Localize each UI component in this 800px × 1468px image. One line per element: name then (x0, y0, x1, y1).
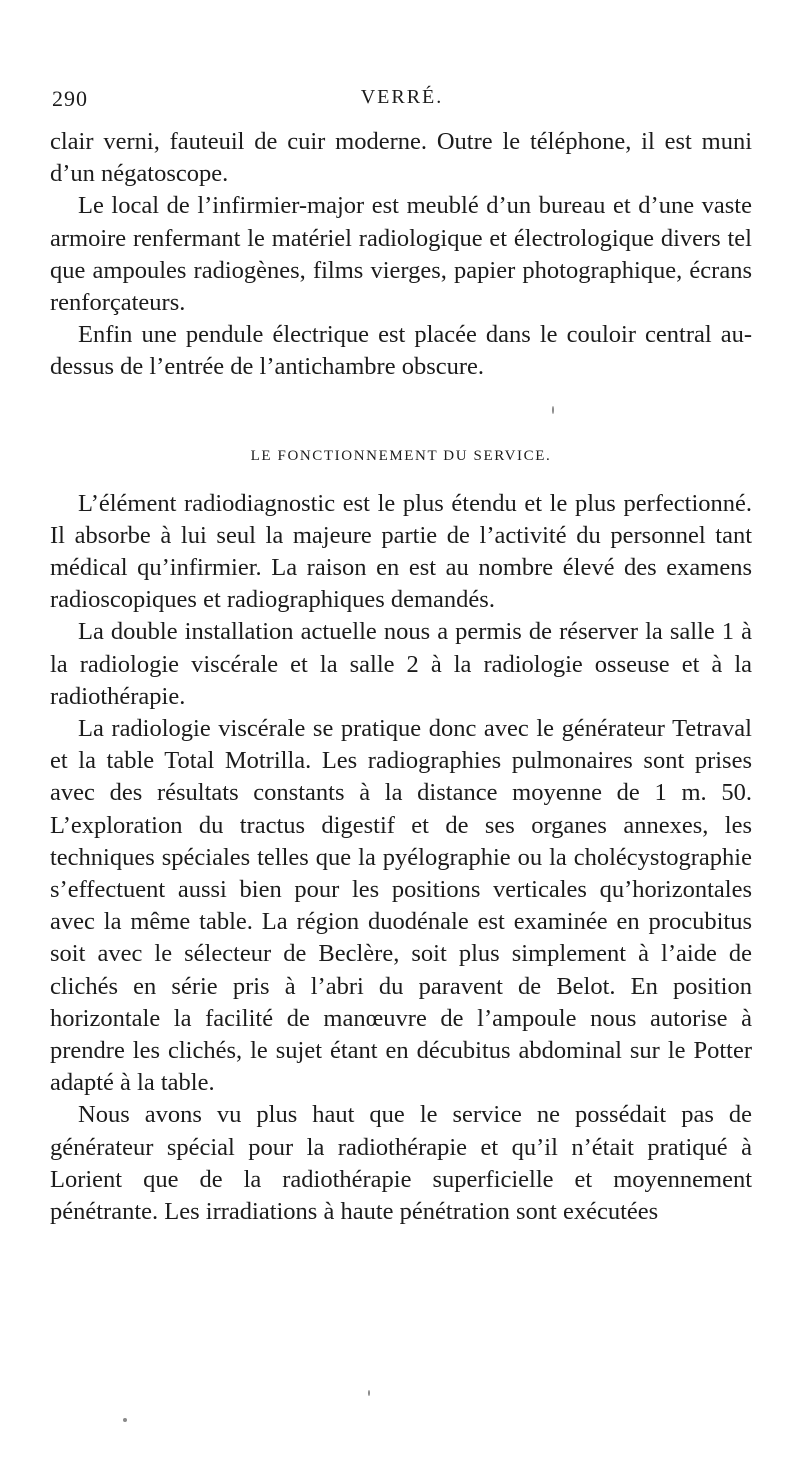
paragraph: La double installation actuelle nous a permis de réserver la salle 1 à la radiologie viscérale et la salle 2 à la radiologie osseuse et à la radiothérapie. (50, 618, 752, 710)
running-head: VERRÉ. (360, 86, 444, 108)
page-number: 290 (52, 86, 88, 111)
paper-speck (123, 1418, 127, 1422)
paragraph: L’élément radiodiagnostic est le plus étendu et le plus perfectionné. Il absorbe à lui seul la majeure partie de l’activité du personnel tant médical qu’infirmier. La raison en est au nombre élevé des examens radioscopiques et radiographiques demandés. (50, 489, 752, 614)
paragraph: Enfin une pendule électrique est placée dans le couloir central au-dessus de l’entrée de l’antichambre obscure. (50, 321, 752, 381)
paragraph: Nous avons vu plus haut que le service ne possédait pas de générateur spécial pour la radiothérapie et qu’il n’était pratiqué à Lorient que de la radiothérapie superficielle et moyennement pénétrante. Les irradiations à haute pénétration sont exécutées (50, 1101, 752, 1226)
body-text (50, 126, 752, 1228)
paragraph: clair verni, fauteuil de cuir moderne. Outre le téléphone, il est muni d’un négatoscope. (50, 128, 752, 188)
page-header (52, 86, 752, 112)
section-title: LE FONCTIONNEMENT DU SERVICE. (250, 447, 552, 464)
paragraph: La radiologie viscérale se pratique donc avec le générateur Tetraval et la table Total Motrilla. Les radiographies pulmonaires sont prises avec des résultats constants à la distance moyenne de 1 m. 50. L’exploration du tractus digestif et de ses organes annexes, les techniques spéciales telles que la pyélographie ou la cholécystographie s’effectuent aussi bien pour les positions verticales qu’horizontales avec la même table. La région duodénale est examinée en procubitus soit avec le sélecteur de Beclère, soit plus simplement à l’aide de clichés en série pris à l’abri du paravent de Belot. En position horizontale la facilité de manœuvre de l’ampoule nous autorise à prendre les clichés, le sujet étant en décubitus abdominal sur le Potter adapté à la table. (50, 715, 752, 1097)
paper-speck (368, 1390, 370, 1396)
paper-speck (552, 406, 554, 414)
paragraph: Le local de l’infirmier-major est meublé d’un bureau et d’une vaste armoire renfermant le matériel radiologique et électrologique divers tel que ampoules radiogènes, films vierges, papier photographique, écrans renforçateurs. (50, 192, 752, 317)
